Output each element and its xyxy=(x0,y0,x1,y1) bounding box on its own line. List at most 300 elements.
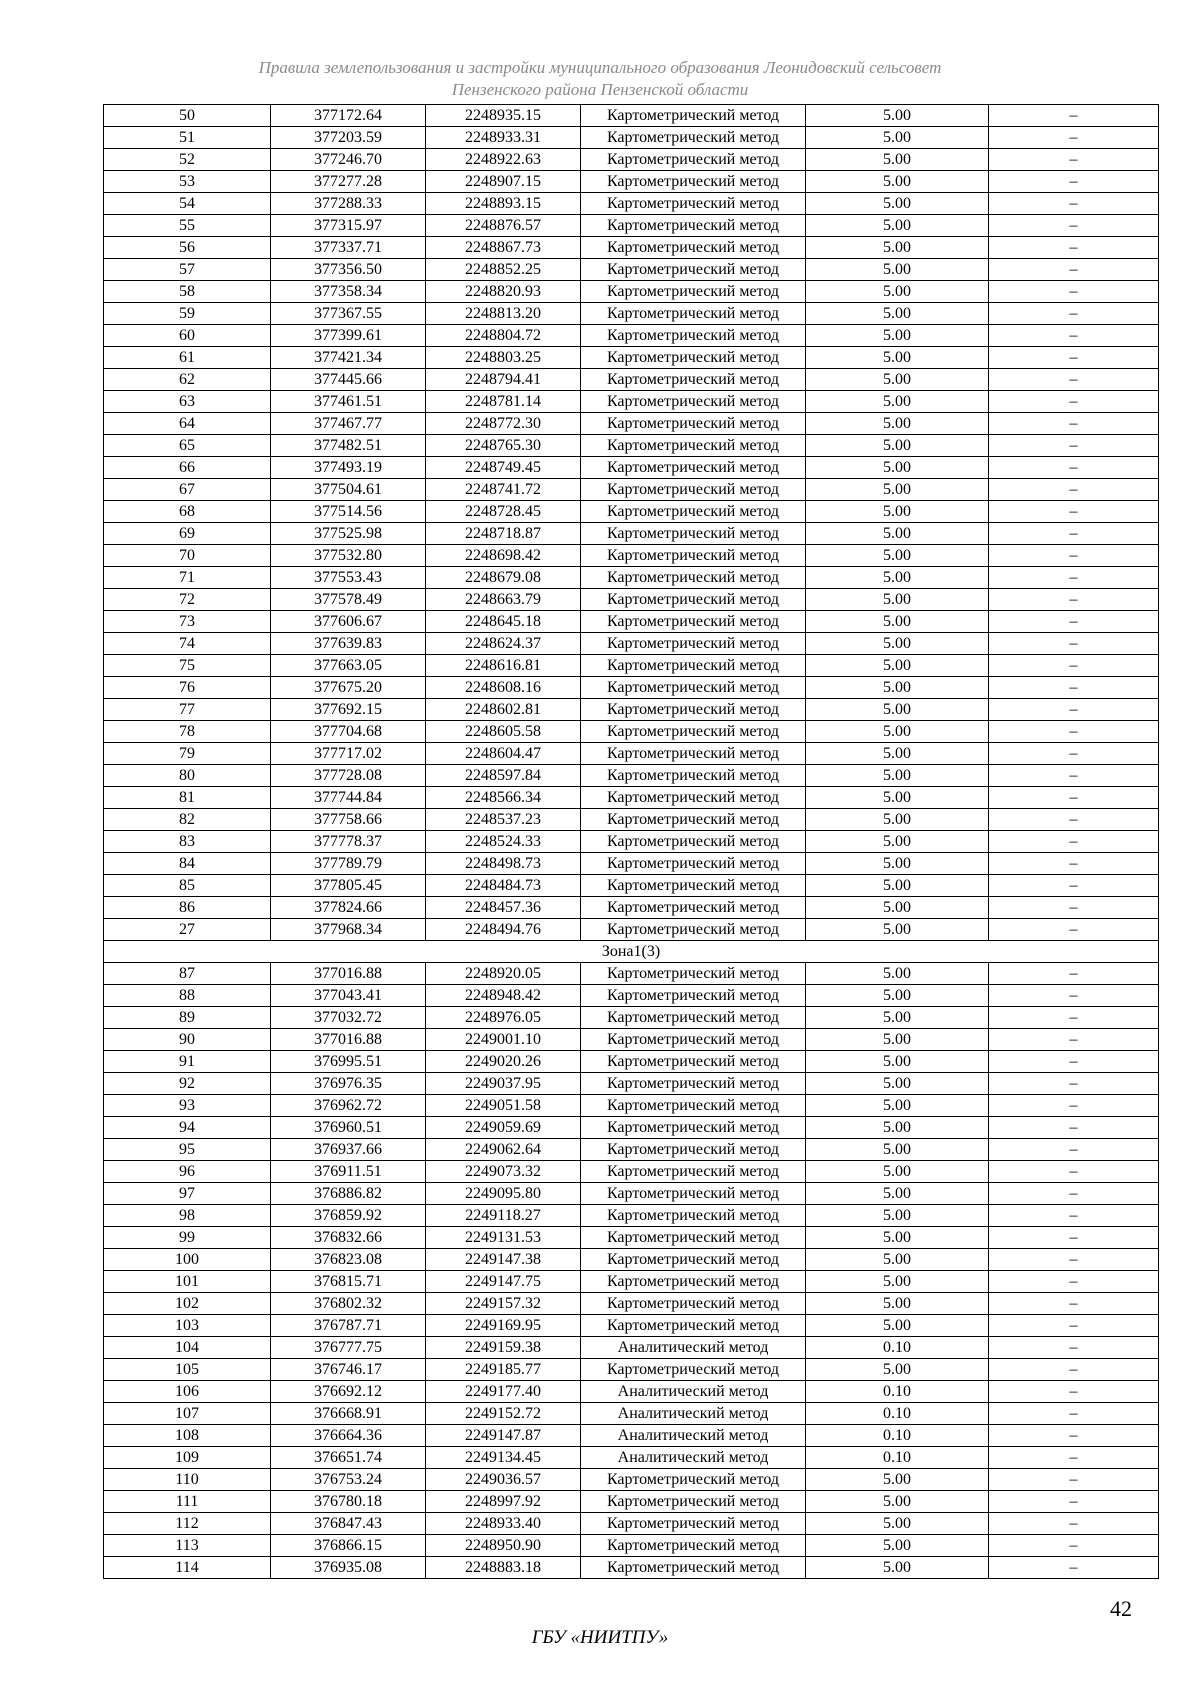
method-cell: Аналитический метод xyxy=(581,1381,806,1403)
note-cell: – xyxy=(989,1205,1159,1227)
y-coordinate-cell: 2248616.81 xyxy=(426,655,581,677)
accuracy-cell: 5.00 xyxy=(806,369,989,391)
point-number-cell: 27 xyxy=(104,919,271,941)
point-number-cell: 51 xyxy=(104,127,271,149)
point-number-cell: 79 xyxy=(104,743,271,765)
y-coordinate-cell: 2248537.23 xyxy=(426,809,581,831)
accuracy-cell: 5.00 xyxy=(806,853,989,875)
note-cell: – xyxy=(989,1227,1159,1249)
point-number-cell: 66 xyxy=(104,457,271,479)
accuracy-cell: 5.00 xyxy=(806,765,989,787)
table-row xyxy=(104,105,1159,127)
x-coordinate-cell: 377675.20 xyxy=(271,677,426,699)
point-number-cell: 98 xyxy=(104,1205,271,1227)
x-coordinate-cell: 377358.34 xyxy=(271,281,426,303)
coordinates-table-body xyxy=(104,105,1159,1579)
y-coordinate-cell: 2248933.40 xyxy=(426,1513,581,1535)
x-coordinate-cell: 377445.66 xyxy=(271,369,426,391)
method-cell: Картометрический метод xyxy=(581,655,806,677)
accuracy-cell: 5.00 xyxy=(806,1139,989,1161)
point-number-cell: 78 xyxy=(104,721,271,743)
table-row xyxy=(104,765,1159,787)
note-cell: – xyxy=(989,149,1159,171)
table-row xyxy=(104,215,1159,237)
note-cell: – xyxy=(989,853,1159,875)
table-row xyxy=(104,149,1159,171)
accuracy-cell: 5.00 xyxy=(806,1095,989,1117)
accuracy-cell: 5.00 xyxy=(806,435,989,457)
y-coordinate-cell: 2248950.90 xyxy=(426,1535,581,1557)
table-row xyxy=(104,391,1159,413)
x-coordinate-cell: 377467.77 xyxy=(271,413,426,435)
y-coordinate-cell: 2248484.73 xyxy=(426,875,581,897)
point-number-cell: 82 xyxy=(104,809,271,831)
y-coordinate-cell: 2249131.53 xyxy=(426,1227,581,1249)
note-cell: – xyxy=(989,1271,1159,1293)
point-number-cell: 110 xyxy=(104,1469,271,1491)
x-coordinate-cell: 377367.55 xyxy=(271,303,426,325)
note-cell: – xyxy=(989,523,1159,545)
accuracy-cell: 5.00 xyxy=(806,1469,989,1491)
x-coordinate-cell: 377399.61 xyxy=(271,325,426,347)
y-coordinate-cell: 2249001.10 xyxy=(426,1029,581,1051)
method-cell: Картометрический метод xyxy=(581,193,806,215)
y-coordinate-cell: 2249177.40 xyxy=(426,1381,581,1403)
point-number-cell: 68 xyxy=(104,501,271,523)
accuracy-cell: 5.00 xyxy=(806,1557,989,1579)
method-cell: Картометрический метод xyxy=(581,809,806,831)
table-row xyxy=(104,1205,1159,1227)
accuracy-cell: 0.10 xyxy=(806,1381,989,1403)
table-row xyxy=(104,633,1159,655)
accuracy-cell: 5.00 xyxy=(806,875,989,897)
note-cell: – xyxy=(989,1007,1159,1029)
table-row xyxy=(104,1073,1159,1095)
accuracy-cell: 5.00 xyxy=(806,391,989,413)
method-cell: Картометрический метод xyxy=(581,545,806,567)
table-row xyxy=(104,259,1159,281)
method-cell: Картометрический метод xyxy=(581,1205,806,1227)
point-number-cell: 74 xyxy=(104,633,271,655)
point-number-cell: 77 xyxy=(104,699,271,721)
point-number-cell: 102 xyxy=(104,1293,271,1315)
point-number-cell: 50 xyxy=(104,105,271,127)
x-coordinate-cell: 376664.36 xyxy=(271,1425,426,1447)
x-coordinate-cell: 376886.82 xyxy=(271,1183,426,1205)
method-cell: Картометрический метод xyxy=(581,303,806,325)
y-coordinate-cell: 2249169.95 xyxy=(426,1315,581,1337)
method-cell: Картометрический метод xyxy=(581,743,806,765)
point-number-cell: 53 xyxy=(104,171,271,193)
note-cell: – xyxy=(989,611,1159,633)
y-coordinate-cell: 2248524.33 xyxy=(426,831,581,853)
y-coordinate-cell: 2248922.63 xyxy=(426,149,581,171)
table-row xyxy=(104,1095,1159,1117)
method-cell: Картометрический метод xyxy=(581,1469,806,1491)
method-cell: Картометрический метод xyxy=(581,721,806,743)
accuracy-cell: 5.00 xyxy=(806,413,989,435)
table-row xyxy=(104,237,1159,259)
point-number-cell: 99 xyxy=(104,1227,271,1249)
point-number-cell: 114 xyxy=(104,1557,271,1579)
note-cell: – xyxy=(989,1051,1159,1073)
note-cell: – xyxy=(989,1161,1159,1183)
accuracy-cell: 5.00 xyxy=(806,1205,989,1227)
table-row xyxy=(104,787,1159,809)
y-coordinate-cell: 2248698.42 xyxy=(426,545,581,567)
table-row xyxy=(104,897,1159,919)
table-row xyxy=(104,281,1159,303)
table-row xyxy=(104,1337,1159,1359)
table-row xyxy=(104,963,1159,985)
y-coordinate-cell: 2248718.87 xyxy=(426,523,581,545)
note-cell: – xyxy=(989,1073,1159,1095)
table-row xyxy=(104,325,1159,347)
accuracy-cell: 5.00 xyxy=(806,831,989,853)
note-cell: – xyxy=(989,1293,1159,1315)
method-cell: Картометрический метод xyxy=(581,1007,806,1029)
y-coordinate-cell: 2249134.45 xyxy=(426,1447,581,1469)
method-cell: Картометрический метод xyxy=(581,259,806,281)
accuracy-cell: 5.00 xyxy=(806,501,989,523)
x-coordinate-cell: 377789.79 xyxy=(271,853,426,875)
method-cell: Картометрический метод xyxy=(581,1029,806,1051)
method-cell: Картометрический метод xyxy=(581,919,806,941)
x-coordinate-cell: 376815.71 xyxy=(271,1271,426,1293)
header-line-2: Пензенского района Пензенской области xyxy=(451,80,749,99)
note-cell: – xyxy=(989,875,1159,897)
table-row xyxy=(104,545,1159,567)
x-coordinate-cell: 376668.91 xyxy=(271,1403,426,1425)
point-number-cell: 72 xyxy=(104,589,271,611)
method-cell: Картометрический метод xyxy=(581,1293,806,1315)
accuracy-cell: 5.00 xyxy=(806,1051,989,1073)
x-coordinate-cell: 377504.61 xyxy=(271,479,426,501)
accuracy-cell: 5.00 xyxy=(806,193,989,215)
table-row xyxy=(104,699,1159,721)
x-coordinate-cell: 377172.64 xyxy=(271,105,426,127)
x-coordinate-cell: 376787.71 xyxy=(271,1315,426,1337)
note-cell: – xyxy=(989,105,1159,127)
y-coordinate-cell: 2248765.30 xyxy=(426,435,581,457)
point-number-cell: 67 xyxy=(104,479,271,501)
y-coordinate-cell: 2248663.79 xyxy=(426,589,581,611)
note-cell: – xyxy=(989,1403,1159,1425)
x-coordinate-cell: 377553.43 xyxy=(271,567,426,589)
table-row xyxy=(104,501,1159,523)
y-coordinate-cell: 2248602.81 xyxy=(426,699,581,721)
x-coordinate-cell: 377032.72 xyxy=(271,1007,426,1029)
accuracy-cell: 5.00 xyxy=(806,985,989,1007)
accuracy-cell: 5.00 xyxy=(806,1293,989,1315)
note-cell: – xyxy=(989,1447,1159,1469)
y-coordinate-cell: 2249051.58 xyxy=(426,1095,581,1117)
accuracy-cell: 5.00 xyxy=(806,743,989,765)
y-coordinate-cell: 2248772.30 xyxy=(426,413,581,435)
accuracy-cell: 5.00 xyxy=(806,259,989,281)
table-row xyxy=(104,809,1159,831)
note-cell: – xyxy=(989,479,1159,501)
table-row xyxy=(104,1161,1159,1183)
accuracy-cell: 5.00 xyxy=(806,677,989,699)
method-cell: Картометрический метод xyxy=(581,1051,806,1073)
method-cell: Картометрический метод xyxy=(581,149,806,171)
y-coordinate-cell: 2248781.14 xyxy=(426,391,581,413)
y-coordinate-cell: 2248976.05 xyxy=(426,1007,581,1029)
accuracy-cell: 5.00 xyxy=(806,1227,989,1249)
y-coordinate-cell: 2249037.95 xyxy=(426,1073,581,1095)
y-coordinate-cell: 2248920.05 xyxy=(426,963,581,985)
x-coordinate-cell: 376935.08 xyxy=(271,1557,426,1579)
table-row xyxy=(104,655,1159,677)
table-row xyxy=(104,611,1159,633)
x-coordinate-cell: 377493.19 xyxy=(271,457,426,479)
table-row xyxy=(104,1271,1159,1293)
point-number-cell: 80 xyxy=(104,765,271,787)
method-cell: Картометрический метод xyxy=(581,435,806,457)
point-number-cell: 109 xyxy=(104,1447,271,1469)
x-coordinate-cell: 376780.18 xyxy=(271,1491,426,1513)
method-cell: Картометрический метод xyxy=(581,875,806,897)
x-coordinate-cell: 376847.43 xyxy=(271,1513,426,1535)
table-row xyxy=(104,567,1159,589)
table-row xyxy=(104,1447,1159,1469)
x-coordinate-cell: 376995.51 xyxy=(271,1051,426,1073)
accuracy-cell: 5.00 xyxy=(806,149,989,171)
note-cell: – xyxy=(989,303,1159,325)
footer-organization: ГБУ «НИИТПУ» xyxy=(531,1627,669,1648)
note-cell: – xyxy=(989,677,1159,699)
x-coordinate-cell: 377203.59 xyxy=(271,127,426,149)
y-coordinate-cell: 2248566.34 xyxy=(426,787,581,809)
method-cell: Картометрический метод xyxy=(581,1359,806,1381)
table-row xyxy=(104,1117,1159,1139)
y-coordinate-cell: 2249073.32 xyxy=(426,1161,581,1183)
y-coordinate-cell: 2248803.25 xyxy=(426,347,581,369)
accuracy-cell: 5.00 xyxy=(806,611,989,633)
point-number-cell: 57 xyxy=(104,259,271,281)
method-cell: Картометрический метод xyxy=(581,501,806,523)
note-cell: – xyxy=(989,1557,1159,1579)
y-coordinate-cell: 2248804.72 xyxy=(426,325,581,347)
accuracy-cell: 5.00 xyxy=(806,303,989,325)
y-coordinate-cell: 2249147.75 xyxy=(426,1271,581,1293)
note-cell: – xyxy=(989,765,1159,787)
point-number-cell: 70 xyxy=(104,545,271,567)
note-cell: – xyxy=(989,831,1159,853)
y-coordinate-cell: 2248608.16 xyxy=(426,677,581,699)
x-coordinate-cell: 376777.75 xyxy=(271,1337,426,1359)
y-coordinate-cell: 2249095.80 xyxy=(426,1183,581,1205)
x-coordinate-cell: 377728.08 xyxy=(271,765,426,787)
method-cell: Картометрический метод xyxy=(581,1161,806,1183)
note-cell: – xyxy=(989,1337,1159,1359)
x-coordinate-cell: 377525.98 xyxy=(271,523,426,545)
note-cell: – xyxy=(989,545,1159,567)
note-cell: – xyxy=(989,127,1159,149)
accuracy-cell: 5.00 xyxy=(806,589,989,611)
y-coordinate-cell: 2249059.69 xyxy=(426,1117,581,1139)
point-number-cell: 105 xyxy=(104,1359,271,1381)
table-row xyxy=(104,1381,1159,1403)
note-cell: – xyxy=(989,1425,1159,1447)
note-cell: – xyxy=(989,1535,1159,1557)
table-row xyxy=(104,1557,1159,1579)
y-coordinate-cell: 2248597.84 xyxy=(426,765,581,787)
x-coordinate-cell: 377315.97 xyxy=(271,215,426,237)
coordinates-table xyxy=(103,104,1159,1579)
table-row xyxy=(104,1469,1159,1491)
method-cell: Картометрический метод xyxy=(581,281,806,303)
note-cell: – xyxy=(989,281,1159,303)
point-number-cell: 106 xyxy=(104,1381,271,1403)
x-coordinate-cell: 377421.34 xyxy=(271,347,426,369)
method-cell: Картометрический метод xyxy=(581,1491,806,1513)
x-coordinate-cell: 377778.37 xyxy=(271,831,426,853)
point-number-cell: 73 xyxy=(104,611,271,633)
table-row xyxy=(104,1293,1159,1315)
x-coordinate-cell: 377043.41 xyxy=(271,985,426,1007)
table-row xyxy=(104,479,1159,501)
table-row xyxy=(104,853,1159,875)
x-coordinate-cell: 377356.50 xyxy=(271,259,426,281)
method-cell: Картометрический метод xyxy=(581,457,806,479)
table-row xyxy=(104,1249,1159,1271)
method-cell: Картометрический метод xyxy=(581,171,806,193)
note-cell: – xyxy=(989,1249,1159,1271)
x-coordinate-cell: 376651.74 xyxy=(271,1447,426,1469)
x-coordinate-cell: 377461.51 xyxy=(271,391,426,413)
accuracy-cell: 0.10 xyxy=(806,1425,989,1447)
table-row xyxy=(104,193,1159,215)
y-coordinate-cell: 2248813.20 xyxy=(426,303,581,325)
y-coordinate-cell: 2248605.58 xyxy=(426,721,581,743)
table-row xyxy=(104,457,1159,479)
table-row xyxy=(104,1425,1159,1447)
method-cell: Картометрический метод xyxy=(581,1139,806,1161)
x-coordinate-cell: 377482.51 xyxy=(271,435,426,457)
method-cell: Картометрический метод xyxy=(581,1249,806,1271)
note-cell: – xyxy=(989,589,1159,611)
page-number: 42 xyxy=(1110,1596,1132,1621)
point-number-cell: 93 xyxy=(104,1095,271,1117)
y-coordinate-cell: 2248883.18 xyxy=(426,1557,581,1579)
accuracy-cell: 5.00 xyxy=(806,127,989,149)
x-coordinate-cell: 377606.67 xyxy=(271,611,426,633)
point-number-cell: 100 xyxy=(104,1249,271,1271)
note-cell: – xyxy=(989,259,1159,281)
x-coordinate-cell: 377692.15 xyxy=(271,699,426,721)
point-number-cell: 103 xyxy=(104,1315,271,1337)
accuracy-cell: 5.00 xyxy=(806,237,989,259)
accuracy-cell: 5.00 xyxy=(806,1117,989,1139)
x-coordinate-cell: 377758.66 xyxy=(271,809,426,831)
x-coordinate-cell: 376753.24 xyxy=(271,1469,426,1491)
accuracy-cell: 5.00 xyxy=(806,347,989,369)
point-number-cell: 54 xyxy=(104,193,271,215)
table-row xyxy=(104,875,1159,897)
y-coordinate-cell: 2248645.18 xyxy=(426,611,581,633)
point-number-cell: 83 xyxy=(104,831,271,853)
y-coordinate-cell: 2248893.15 xyxy=(426,193,581,215)
note-cell: – xyxy=(989,567,1159,589)
point-number-cell: 75 xyxy=(104,655,271,677)
x-coordinate-cell: 377016.88 xyxy=(271,1029,426,1051)
accuracy-cell: 0.10 xyxy=(806,1337,989,1359)
table-row xyxy=(104,435,1159,457)
y-coordinate-cell: 2248457.36 xyxy=(426,897,581,919)
y-coordinate-cell: 2249185.77 xyxy=(426,1359,581,1381)
table-row xyxy=(104,1051,1159,1073)
x-coordinate-cell: 377663.05 xyxy=(271,655,426,677)
header-line-1: Правила землепользования и застройки муниципального образования Леонидовский сельсовет xyxy=(258,58,942,77)
note-cell: – xyxy=(989,1381,1159,1403)
x-coordinate-cell: 377744.84 xyxy=(271,787,426,809)
y-coordinate-cell: 2249062.64 xyxy=(426,1139,581,1161)
method-cell: Картометрический метод xyxy=(581,831,806,853)
method-cell: Картометрический метод xyxy=(581,413,806,435)
table-row xyxy=(104,677,1159,699)
point-number-cell: 84 xyxy=(104,853,271,875)
method-cell: Картометрический метод xyxy=(581,1557,806,1579)
note-cell: – xyxy=(989,1491,1159,1513)
method-cell: Аналитический метод xyxy=(581,1337,806,1359)
method-cell: Картометрический метод xyxy=(581,567,806,589)
x-coordinate-cell: 377704.68 xyxy=(271,721,426,743)
accuracy-cell: 5.00 xyxy=(806,1161,989,1183)
point-number-cell: 92 xyxy=(104,1073,271,1095)
table-row xyxy=(104,831,1159,853)
x-coordinate-cell: 377968.34 xyxy=(271,919,426,941)
method-cell: Картометрический метод xyxy=(581,1315,806,1337)
point-number-cell: 62 xyxy=(104,369,271,391)
accuracy-cell: 5.00 xyxy=(806,1007,989,1029)
document-header xyxy=(0,57,1200,101)
accuracy-cell: 5.00 xyxy=(806,655,989,677)
method-cell: Картометрический метод xyxy=(581,325,806,347)
method-cell: Картометрический метод xyxy=(581,1513,806,1535)
note-cell: – xyxy=(989,193,1159,215)
point-number-cell: 111 xyxy=(104,1491,271,1513)
point-number-cell: 63 xyxy=(104,391,271,413)
point-number-cell: 87 xyxy=(104,963,271,985)
accuracy-cell: 5.00 xyxy=(806,897,989,919)
accuracy-cell: 5.00 xyxy=(806,1315,989,1337)
zone-label: Зона1(3) xyxy=(104,941,1159,963)
note-cell: – xyxy=(989,1315,1159,1337)
point-number-cell: 89 xyxy=(104,1007,271,1029)
accuracy-cell: 5.00 xyxy=(806,567,989,589)
y-coordinate-cell: 2248867.73 xyxy=(426,237,581,259)
point-number-cell: 112 xyxy=(104,1513,271,1535)
note-cell: – xyxy=(989,413,1159,435)
point-number-cell: 61 xyxy=(104,347,271,369)
y-coordinate-cell: 2248933.31 xyxy=(426,127,581,149)
x-coordinate-cell: 376962.72 xyxy=(271,1095,426,1117)
point-number-cell: 64 xyxy=(104,413,271,435)
point-number-cell: 94 xyxy=(104,1117,271,1139)
table-row xyxy=(104,523,1159,545)
table-row xyxy=(104,919,1159,941)
accuracy-cell: 5.00 xyxy=(806,919,989,941)
x-coordinate-cell: 377337.71 xyxy=(271,237,426,259)
method-cell: Аналитический метод xyxy=(581,1447,806,1469)
note-cell: – xyxy=(989,215,1159,237)
table-row xyxy=(104,1139,1159,1161)
table-row xyxy=(104,1007,1159,1029)
table-row xyxy=(104,347,1159,369)
x-coordinate-cell: 377277.28 xyxy=(271,171,426,193)
